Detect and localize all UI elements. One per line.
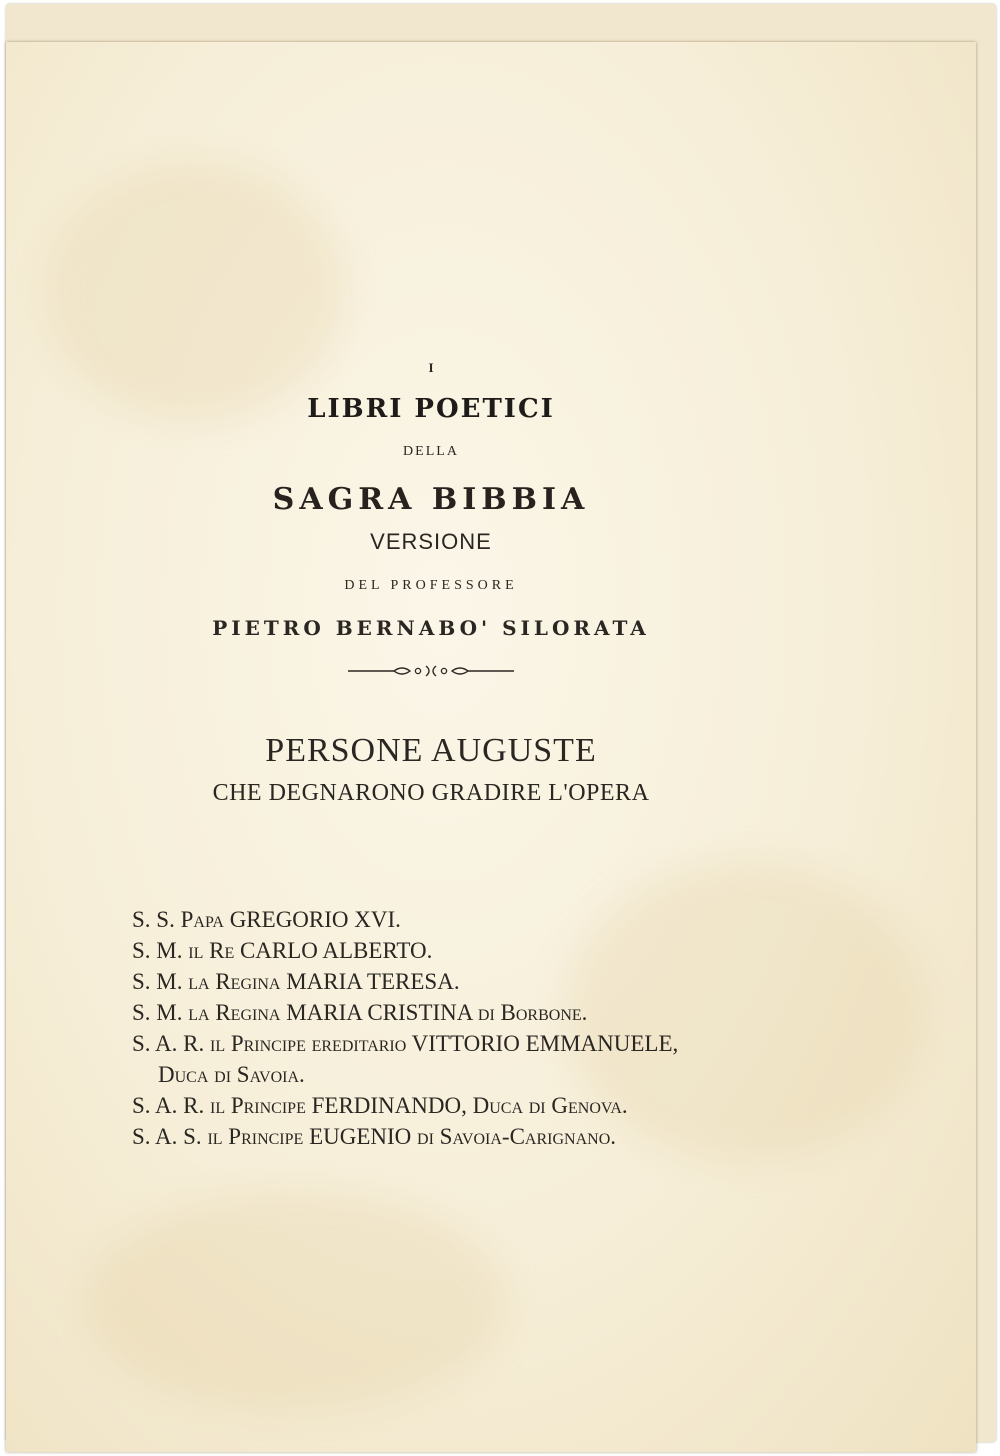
entry-name: GREGORIO XVI. — [229, 907, 401, 932]
entry-prefix: S. A. S. — [132, 1124, 202, 1149]
entry-suffix: di Savoia-Carignano. — [417, 1124, 617, 1149]
paper-stain — [86, 1192, 506, 1412]
list-item — [132, 1121, 832, 1152]
entry-name: MARIA CRISTINA — [286, 1000, 473, 1025]
list-item — [132, 1028, 832, 1059]
section-heading: PERSONE AUGUSTE — [265, 732, 597, 769]
list-item — [132, 1090, 832, 1121]
list-item — [132, 997, 832, 1028]
list-item — [132, 935, 832, 966]
entry-title: Papa — [180, 907, 224, 932]
entry-prefix: S. M. — [132, 969, 183, 994]
entry-name: VITTORIO EMMANUELE, — [411, 1031, 679, 1056]
entry-prefix: S. M. — [132, 1000, 183, 1025]
entry-suffix: Duca di Savoia. — [158, 1062, 305, 1087]
entry-name: MARIA TERESA. — [286, 969, 460, 994]
entry-suffix: Duca di Genova. — [472, 1093, 628, 1118]
entry-title: la Regina — [188, 969, 281, 994]
title-versione: VERSIONE — [370, 529, 492, 554]
entry-title: il Principe — [207, 1124, 304, 1149]
list-item-continuation — [132, 1059, 832, 1090]
list-item — [132, 966, 832, 997]
entry-suffix: di Borbone. — [477, 1000, 588, 1025]
paper-stain — [46, 162, 346, 422]
author-name: PIETRO BERNABO' SILORATA — [212, 616, 650, 640]
title-article: I — [428, 360, 434, 375]
dedication-list — [132, 904, 832, 1152]
entry-prefix: S. A. R. — [132, 1093, 205, 1118]
entry-prefix: S. A. R. — [132, 1031, 205, 1056]
list-item — [132, 904, 832, 935]
title-line-1: LIBRI POETICI — [307, 394, 555, 424]
title-del-professore: DEL PROFESSORE — [344, 578, 518, 593]
entry-title: il Re — [188, 938, 235, 963]
entry-name: CARLO ALBERTO. — [239, 938, 433, 963]
title-della: DELLA — [403, 444, 459, 459]
ornament-divider-icon — [346, 660, 516, 682]
entry-title: la Regina — [188, 1000, 281, 1025]
entry-title: il Principe ereditario — [209, 1031, 407, 1056]
title-line-2: SAGRA BIBBIA — [272, 482, 590, 517]
title-page — [6, 42, 976, 1452]
entry-title: il Principe — [209, 1093, 306, 1118]
entry-prefix: S. S. — [132, 907, 175, 932]
entry-prefix: S. M. — [132, 938, 183, 963]
entry-name: FERDINANDO, — [311, 1093, 467, 1118]
section-subheading: CHE DEGNARONO GRADIRE L'OPERA — [212, 780, 650, 806]
entry-name: EUGENIO — [309, 1124, 412, 1149]
